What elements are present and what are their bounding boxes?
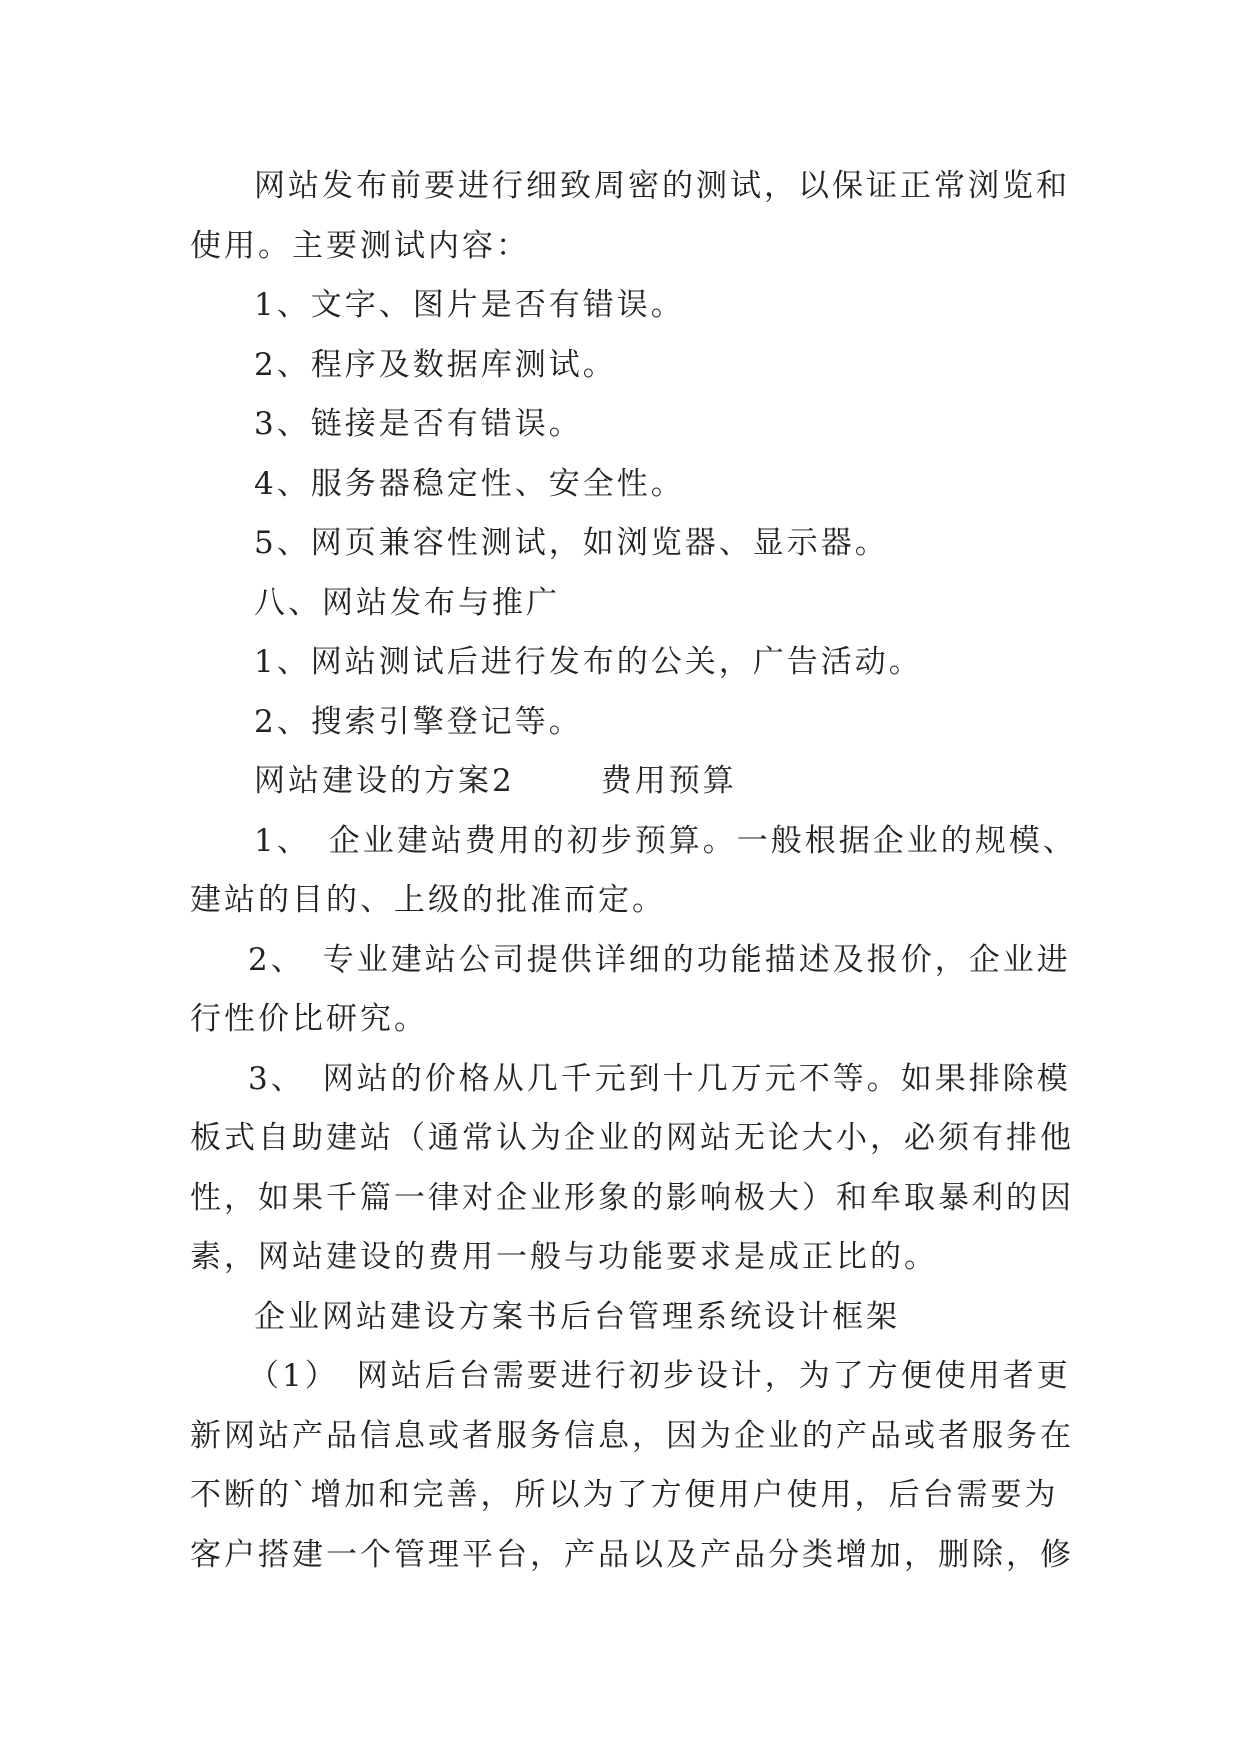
list-item: 3、链接是否有错误。 <box>254 406 583 442</box>
list-item <box>190 1050 1070 1110</box>
paragraph-line: 网站发布前要进行细致周密的测试，以保证正常浏览和 <box>254 168 1070 204</box>
paragraph-line: 建站的目的、上级的批准而定。 <box>190 882 666 918</box>
section-heading <box>190 752 1070 812</box>
section-title: 网站建设的方案2 <box>254 763 515 799</box>
section-heading: 八、网站发布与推广 <box>254 584 560 621</box>
list-item: 1、网站测试后进行发布的公关，广告活动。 <box>254 644 923 680</box>
paragraph-line: 板式自助建站（通常认为企业的网站无论大小，必须有排他 <box>190 1120 1074 1156</box>
list-item: 5、网页兼容性测试，如浏览器、显示器。 <box>254 525 889 561</box>
list-text: 企业建站费用的初步预算。一般根据企业的规模、 <box>328 822 1077 859</box>
document-body <box>190 157 1077 1585</box>
paragraph-line: 使用。主要测试内容： <box>190 227 530 264</box>
list-number: （1） <box>248 1358 339 1394</box>
list-item: 4、服务器稳定性、安全性。 <box>254 465 685 502</box>
list-text: 专业建站公司提供详细的功能描述及报价，企业进 <box>322 941 1071 978</box>
paragraph-line: 性，如果千篇一律对企业形象的影响极大）和牟取暴利的因 <box>190 1179 1074 1216</box>
list-item <box>190 1347 1070 1407</box>
paragraph-line: 素，网站建设的费用一般与功能要求是成正比的。 <box>190 1239 938 1275</box>
list-number: 3、 <box>248 1060 305 1097</box>
paragraph-line: 行性价比研究。 <box>190 1001 428 1037</box>
list-text: 网站的价格从几千元到十几万元不等。如果排除模 <box>322 1060 1071 1097</box>
paragraph-line: 不断的`增加和完善，所以为了方便用户使用，后台需要为 <box>190 1477 1059 1513</box>
list-text: 网站后台需要进行初步设计，为了方便使用者更 <box>356 1358 1071 1394</box>
paragraph-line: 客户搭建一个管理平台，产品以及产品分类增加，删除，修 <box>190 1536 1074 1573</box>
list-item: 2、搜索引擎登记等。 <box>254 703 583 740</box>
list-number: 2、 <box>248 941 305 978</box>
list-number: 1、 <box>254 822 311 859</box>
list-item <box>190 812 1077 872</box>
section-subtitle: 费用预算 <box>600 763 737 799</box>
section-heading: 企业网站建设方案书后台管理系统设计框架 <box>254 1298 900 1335</box>
list-item: 1、文字、图片是否有错误。 <box>254 287 685 323</box>
list-item <box>190 931 1070 991</box>
list-item: 2、程序及数据库测试。 <box>254 346 617 383</box>
paragraph-line: 新网站产品信息或者服务信息，因为企业的产品或者服务在 <box>190 1417 1074 1454</box>
